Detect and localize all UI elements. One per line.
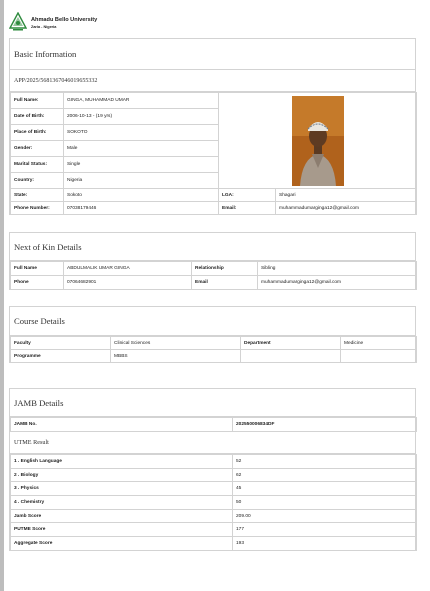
subject-label: 2 . Biology [11, 468, 233, 482]
table-row [11, 93, 417, 109]
lga-label: LGA: [219, 189, 276, 202]
kin-relationship-value: Sibling [258, 262, 417, 276]
subject-score: 62 [233, 468, 417, 482]
subject-label: 3 . Physics [11, 482, 233, 496]
gender-label: Gender: [11, 141, 64, 157]
jamb-no-value: 202550006834DF [233, 418, 417, 432]
programme-label: Programme [11, 350, 111, 363]
table-row [11, 455, 417, 469]
putme-score-label: PUTME Score [11, 523, 233, 537]
jamb-details-section [9, 388, 416, 551]
subject-label: 1 . English Language [11, 455, 233, 469]
page-edge [0, 0, 4, 591]
empty-cell [241, 350, 341, 363]
faculty-value: Clinical Sciences [111, 337, 241, 350]
jamb-score-value: 209.00 [233, 509, 417, 523]
application-number: APP/2025/5681367046019655332 [10, 70, 415, 92]
passport-photo-cell [219, 93, 417, 189]
kin-email-label: Email [192, 276, 258, 290]
utme-results-table [10, 454, 417, 551]
kin-fullname-value: ABDULMALIK UMAR GINGA [64, 262, 192, 276]
table-row [11, 189, 417, 202]
marital-status-label: Marital Status: [11, 157, 64, 173]
table-row [11, 537, 417, 551]
utme-result-title: UTME Result [10, 432, 415, 454]
marital-status-value: Single [64, 157, 219, 173]
empty-cell [341, 350, 417, 363]
basic-info-table [10, 92, 417, 215]
full-name-label: Full Name: [11, 93, 64, 109]
passport-photo [292, 96, 344, 186]
email-label: Email: [219, 202, 276, 215]
next-of-kin-section [9, 232, 416, 290]
dob-label: Date of Birth: [11, 109, 64, 125]
jamb-no-label: JAMB No. [11, 418, 233, 432]
section-title: JAMB Details [10, 389, 415, 417]
kin-relationship-label: Relationship [192, 262, 258, 276]
gender-value: Male [64, 141, 219, 157]
university-name: Ahmadu Bello University [31, 17, 98, 23]
department-value: Medicine [341, 337, 417, 350]
kin-email-value: muhammadumarginga12@gmail.com [258, 276, 417, 290]
faculty-label: Faculty [11, 337, 111, 350]
course-details-section [9, 306, 416, 363]
table-row [11, 350, 417, 363]
email-value: muhammadumarginga12@gmail.com [276, 202, 417, 215]
kin-fullname-label: Full Name [11, 262, 64, 276]
full-name-value: GINGA, MUHAMMAD UMAR [64, 93, 219, 109]
phone-number-value: 07038179446 [64, 202, 219, 215]
table-row [11, 523, 417, 537]
place-of-birth-value: SOKOTO [64, 125, 219, 141]
subject-score: 50 [233, 496, 417, 510]
state-label: State: [11, 189, 64, 202]
place-of-birth-label: Place of Birth: [11, 125, 64, 141]
course-details-table [10, 336, 417, 363]
subject-label: 4 . Chemistry [11, 496, 233, 510]
country-value: Nigeria [64, 173, 219, 189]
aggregate-score-label: Aggregate Score [11, 537, 233, 551]
department-label: Department [241, 337, 341, 350]
table-row [11, 509, 417, 523]
table-row [11, 496, 417, 510]
table-row [11, 482, 417, 496]
section-title: Course Details [10, 307, 415, 336]
kin-phone-value: 07064682901 [64, 276, 192, 290]
basic-information-section [9, 38, 416, 215]
table-row [11, 337, 417, 350]
dob-value: 2006-10-13 - (19 yrs) [64, 109, 219, 125]
aggregate-score-value: 193 [233, 537, 417, 551]
jamb-number-table [10, 417, 417, 432]
jamb-score-label: Jamb Score [11, 509, 233, 523]
kin-phone-label: Phone [11, 276, 64, 290]
table-row [11, 262, 417, 276]
lga-value: Shagari [276, 189, 417, 202]
next-of-kin-table [10, 261, 417, 290]
programme-value: MBBS [111, 350, 241, 363]
putme-score-value: 177 [233, 523, 417, 537]
table-row [11, 202, 417, 215]
table-row [11, 418, 417, 432]
section-title: Basic Information [10, 39, 415, 70]
university-logo-icon [9, 12, 27, 32]
section-title: Next of Kin Details [10, 233, 415, 261]
table-row [11, 276, 417, 290]
state-value: Sokoto [64, 189, 219, 202]
phone-number-label: Phone Number: [11, 202, 64, 215]
subject-score: 52 [233, 455, 417, 469]
country-label: Country: [11, 173, 64, 189]
subject-score: 45 [233, 482, 417, 496]
table-row [11, 468, 417, 482]
university-location: Zaria - Nigeria [31, 25, 57, 29]
